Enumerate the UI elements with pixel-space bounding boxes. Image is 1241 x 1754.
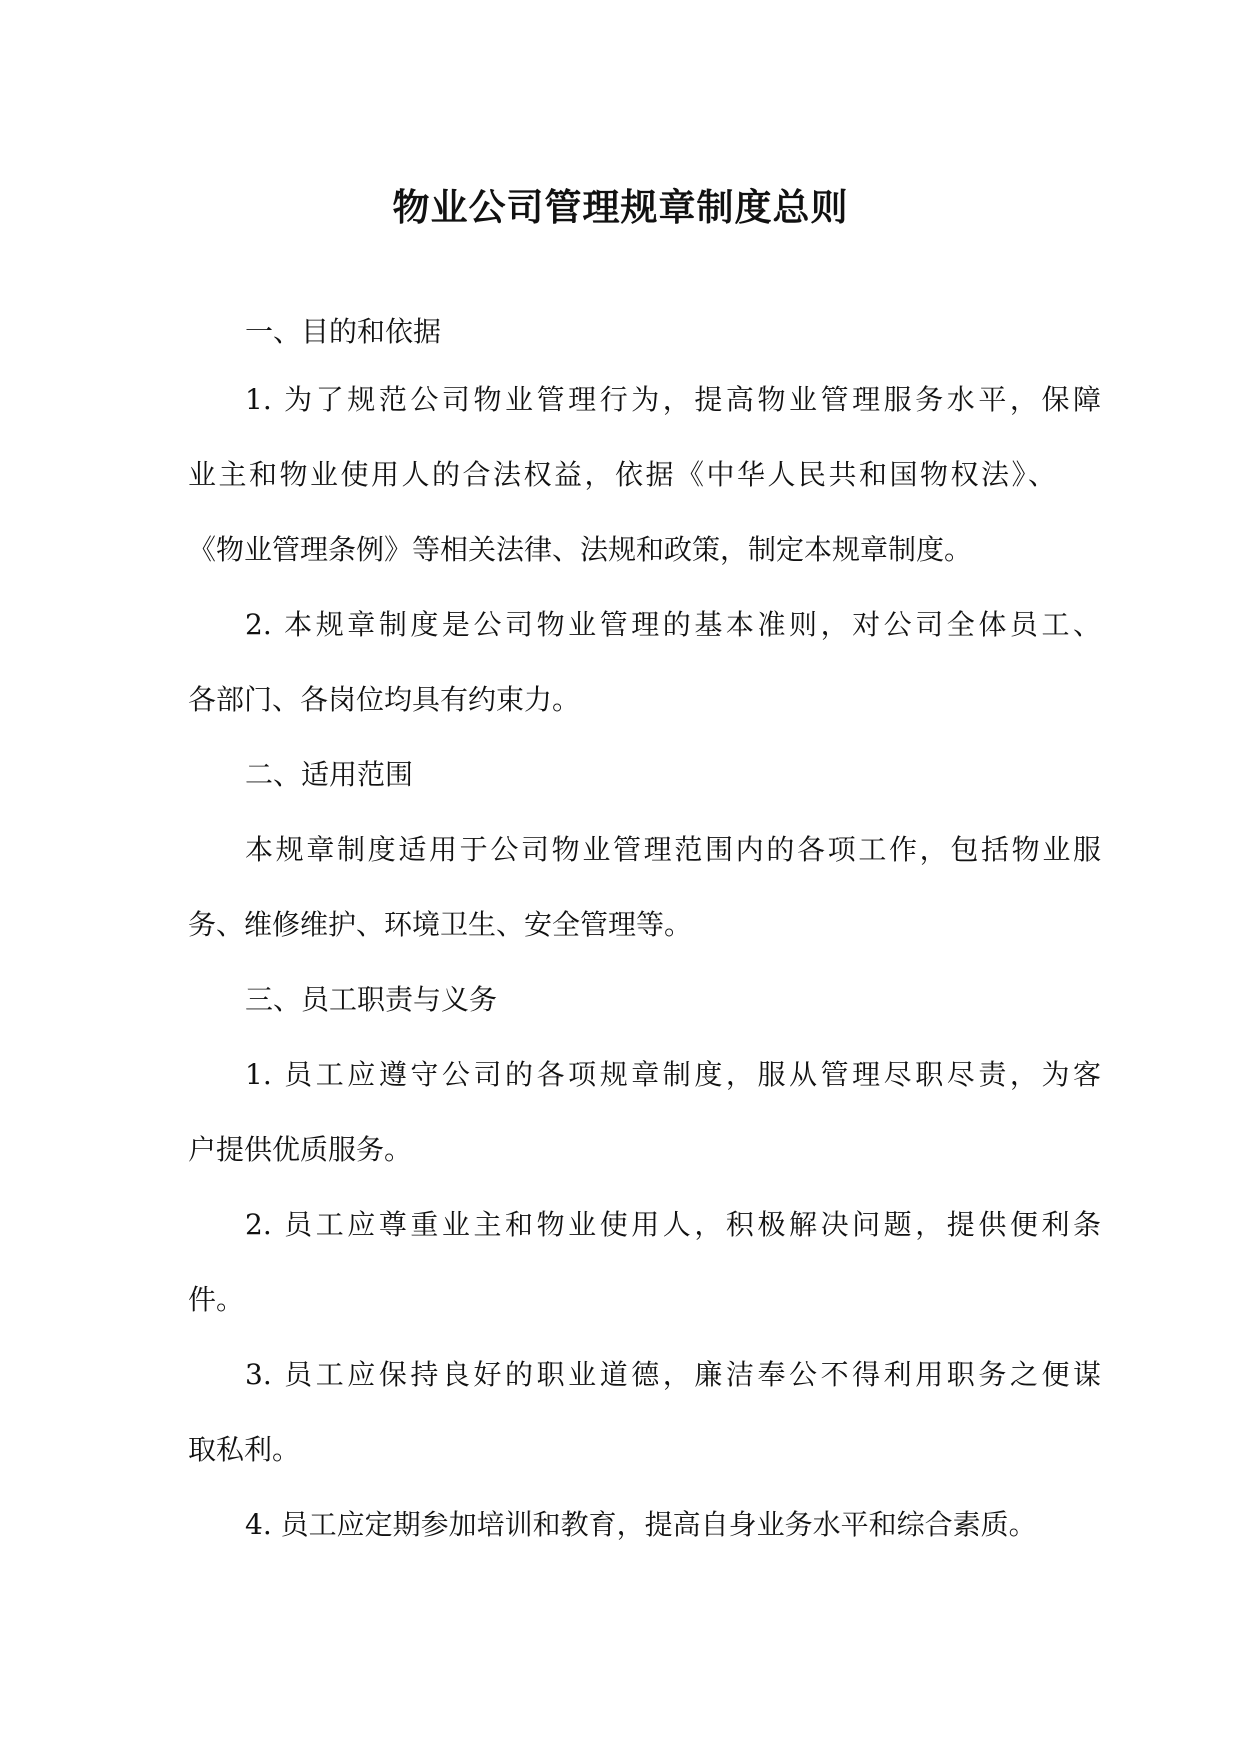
paragraph-line: 3. 员工应保持良好的职业道德，廉洁奉公不得利用职务之便谋	[245, 1358, 1101, 1391]
paragraph-line: 《物业管理条例》等相关法律、法规和政策，制定本规章制度。	[188, 533, 973, 566]
paragraph-line: 1. 员工应遵守公司的各项规章制度，服从管理尽职尽责，为客	[245, 1058, 1101, 1091]
paragraph-line: 务、维修维护、环境卫生、安全管理等。	[188, 908, 693, 941]
document-title: 物业公司管理规章制度总则	[392, 185, 849, 229]
paragraph-line: 取私利。	[188, 1433, 301, 1466]
paragraph-line: 2. 员工应尊重业主和物业使用人，积极解决问题，提供便利条	[245, 1208, 1101, 1241]
section-heading-duties: 三、员工职责与义务	[245, 983, 498, 1016]
paragraph-line: 户提供优质服务。	[188, 1133, 413, 1166]
paragraph-line: 业主和物业使用人的合法权益，依据《中华人民共和国物权法》、	[188, 458, 1056, 491]
section-heading-scope: 二、适用范围	[245, 758, 414, 791]
paragraph-line: 本规章制度适用于公司物业管理范围内的各项工作，包括物业服	[245, 833, 1101, 866]
paragraph-line: 件。	[188, 1283, 245, 1316]
paragraph-line: 2. 本规章制度是公司物业管理的基本准则，对公司全体员工、	[245, 608, 1101, 641]
paragraph-line: 各部门、各岗位均具有约束力。	[188, 683, 581, 716]
section-heading-purpose: 一、目的和依据	[245, 315, 442, 348]
paragraph-line: 4. 员工应定期参加培训和教育，提高自身业务水平和综合素质。	[245, 1508, 1037, 1541]
paragraph-line: 1. 为了规范公司物业管理行为，提高物业管理服务水平，保障	[245, 383, 1101, 416]
